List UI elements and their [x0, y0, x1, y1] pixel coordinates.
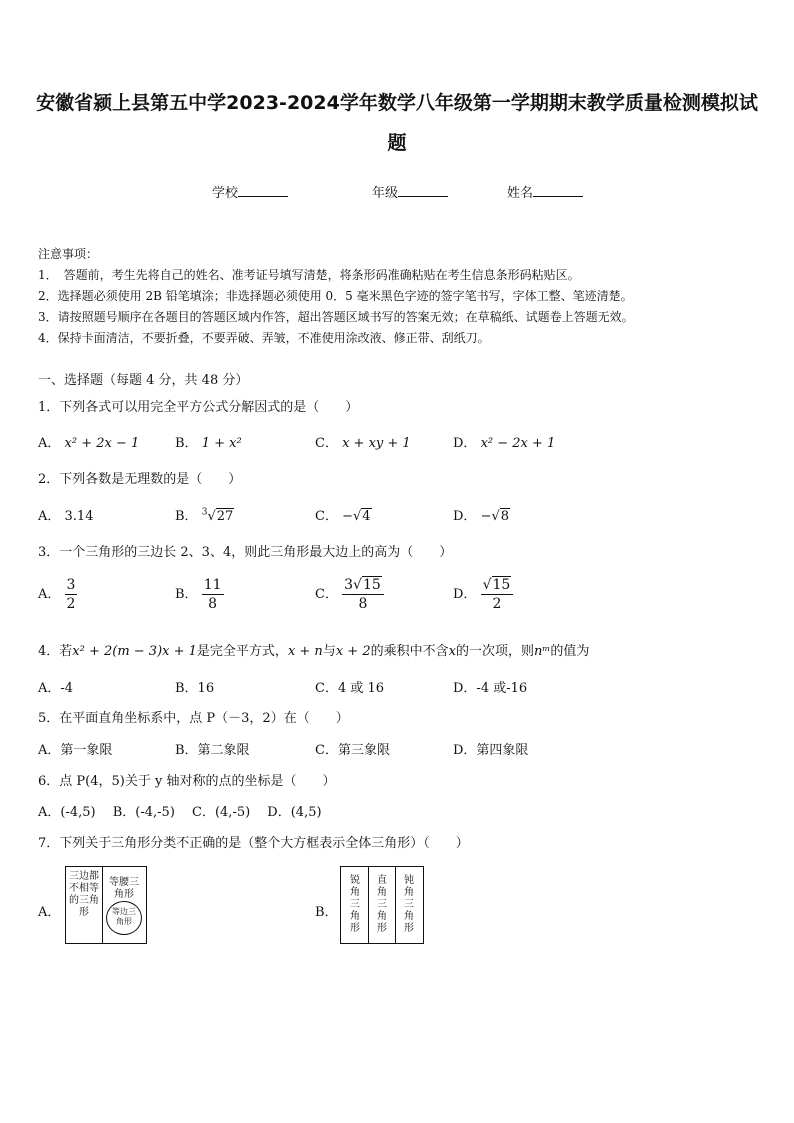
numerator: 11	[203, 577, 222, 593]
denominator: 8	[358, 596, 368, 612]
option-label: D．	[453, 436, 477, 451]
q1-option-c[interactable]	[315, 432, 411, 451]
radicand: 15	[492, 577, 511, 593]
option-label: D．	[453, 509, 477, 524]
fraction	[65, 576, 78, 613]
denominator: 2	[66, 596, 76, 612]
denominator: 2	[492, 596, 502, 612]
option-label: C．	[315, 587, 338, 602]
note-item: 2．选择题必须使用 2B 铅笔填涂；非选择题必须使用 0．5 毫米黑色字迹的签字笔书写，字体工整、笔迹清楚。	[38, 289, 633, 303]
note-item: 3．请按照题号顺序在各题目的答题区域内作答，超出答题区域书写的答案无效；在草稿纸、试题卷上答题无效。	[38, 310, 634, 324]
school-field[interactable]	[212, 182, 288, 201]
option-label: B．	[175, 436, 198, 451]
school-label: 学校	[212, 186, 239, 201]
q6-options[interactable]: A．(-4,5) B．(-4,-5) C．(4,-5) D．(4,5)	[38, 805, 322, 820]
option-label: A．	[38, 436, 61, 451]
fraction	[481, 576, 514, 613]
diagram-a-cell-text: 等腰三角形	[109, 877, 139, 900]
q4-option-d[interactable]: D．-4 或-16	[453, 681, 528, 696]
numerator: √15	[481, 576, 514, 595]
radicand: 4	[362, 509, 371, 524]
question-7-stem: 7．下列关于三角形分类不正确的是（整个大方框表示全体三角形）（ ）	[38, 836, 469, 851]
q4-math: x	[448, 644, 456, 659]
denominator: 8	[208, 596, 218, 612]
q4-text: 的一次项，则	[455, 644, 534, 659]
question-1-stem: 1．下列各式可以用完全平方公式分解因式的是（ ）	[38, 400, 359, 415]
grade-blank[interactable]	[398, 184, 448, 197]
radicand: 15	[362, 577, 381, 593]
q2-option-d[interactable]: D． −√8	[453, 509, 510, 524]
exam-title-line2: 题	[387, 132, 407, 154]
q4-math: nᵐ	[533, 644, 551, 659]
q4-option-c[interactable]: C．4 或 16	[315, 681, 385, 696]
q3-option-c[interactable]	[315, 576, 384, 613]
option-label: C．	[315, 509, 338, 524]
q4-math: x + 2	[335, 644, 371, 659]
diagram-b-cell-text: 钝角三角形	[404, 875, 414, 934]
grade-field[interactable]	[372, 182, 448, 201]
numerator: 3	[66, 577, 76, 593]
radicand: 27	[216, 509, 234, 524]
diagram-b-divider	[368, 867, 369, 943]
option-label: B．	[175, 587, 198, 602]
question-2-stem: 2．下列各数是无理数的是（ ）	[38, 472, 242, 487]
minus-sign: −	[480, 509, 492, 524]
option-label: C．	[315, 436, 338, 451]
question-5-stem: 5．在平面直角坐标系中，点 P（－3，2）在（ ）	[38, 711, 349, 726]
question-6-stem: 6．点 P(4，5)关于 y 轴对称的点的坐标是（ ）	[38, 774, 336, 789]
diagram-b-cell-text: 直角三角形	[377, 875, 387, 934]
option-label: B．	[175, 509, 198, 524]
note-item: 1． 答题前，考生先将自己的姓名、准考证号填写清楚，将条形码准确粘贴在考生信息条形码粘贴区。	[38, 268, 580, 282]
minus-sign: −	[342, 509, 353, 524]
name-label: 姓名	[507, 186, 534, 201]
q7-option-a-label[interactable]: A．	[38, 905, 61, 920]
diagram-a-circle-text: 等边三角形	[112, 907, 136, 926]
q2-option-c[interactable]: C． −√4	[315, 509, 371, 524]
school-blank[interactable]	[238, 184, 288, 197]
question-4-stem	[38, 640, 589, 659]
section-header: 一、选择题（每题 4 分，共 48 分）	[38, 373, 249, 388]
q5-option-c[interactable]: C．第三象限	[315, 743, 390, 758]
q4-text: 与	[322, 644, 336, 659]
q4-option-b[interactable]: B．16	[175, 681, 215, 696]
diagram-a-cell-text: 三边都不相等的三角形	[69, 871, 99, 918]
diagram-b-cell-text: 锐角三角形	[350, 875, 360, 934]
option-expression: x² − 2x + 1	[480, 436, 556, 451]
option-expression: x² + 2x − 1	[64, 436, 140, 451]
q4-text: 的乘积中不含	[370, 644, 449, 659]
root-index: 3	[201, 507, 208, 518]
q3-option-b[interactable]	[175, 576, 224, 613]
q5-option-d[interactable]: D．第四象限	[453, 743, 529, 758]
q7-option-b-label[interactable]: B．	[315, 905, 338, 920]
option-value: 3.14	[64, 509, 94, 524]
q4-math: x² + 2(m − 3)x + 1	[72, 644, 197, 659]
q3-option-a[interactable]	[38, 576, 77, 613]
notes-header: 注意事项：	[38, 247, 99, 261]
q1-option-b[interactable]	[175, 432, 242, 451]
q4-text: 是完全平方式，	[196, 644, 288, 659]
q4-option-a[interactable]: A．-4	[38, 681, 74, 696]
q5-option-a[interactable]: A．第一象限	[38, 743, 113, 758]
q2-option-a[interactable]	[38, 505, 93, 524]
diagram-b-divider	[395, 867, 396, 943]
option-expression: 1 + x²	[201, 436, 242, 451]
fraction	[202, 576, 224, 613]
option-label: A．	[38, 509, 61, 524]
option-label: A．	[38, 587, 61, 602]
q3-option-d[interactable]	[453, 576, 513, 613]
q1-option-a[interactable]	[38, 432, 139, 451]
coefficient: 3	[344, 577, 354, 593]
q7-diagram-b[interactable]	[340, 866, 424, 944]
option-expression: x + xy + 1	[342, 436, 411, 451]
q4-text: 的值为	[550, 644, 590, 659]
grade-label: 年级	[372, 186, 399, 201]
name-field[interactable]	[507, 182, 583, 201]
q1-option-d[interactable]	[453, 432, 555, 451]
question-3-stem: 3．一个三角形的三边长 2、3、4，则此三角形最大边上的高为（ ）	[38, 545, 453, 560]
exam-title-line1: 安徽省颍上县第五中学2023-2024学年数学八年级第一学期期末教学质量检测模拟试	[36, 92, 758, 114]
q4-text: 4．若	[38, 644, 73, 659]
radicand: 8	[500, 509, 510, 524]
q7-diagram-a[interactable]	[65, 866, 147, 944]
note-item: 4．保持卡面清洁，不要折叠，不要弄破、弄皱，不准使用涂改液、修正带、刮纸刀。	[38, 331, 490, 345]
q4-math: x + n	[287, 644, 323, 659]
option-label: D．	[453, 587, 477, 602]
fraction	[342, 576, 384, 613]
name-blank[interactable]	[533, 184, 583, 197]
q2-option-b[interactable]: B． $^3$√27	[175, 507, 234, 524]
q5-option-b[interactable]: B．第二象限	[175, 743, 250, 758]
numerator: 3√15	[342, 576, 384, 595]
